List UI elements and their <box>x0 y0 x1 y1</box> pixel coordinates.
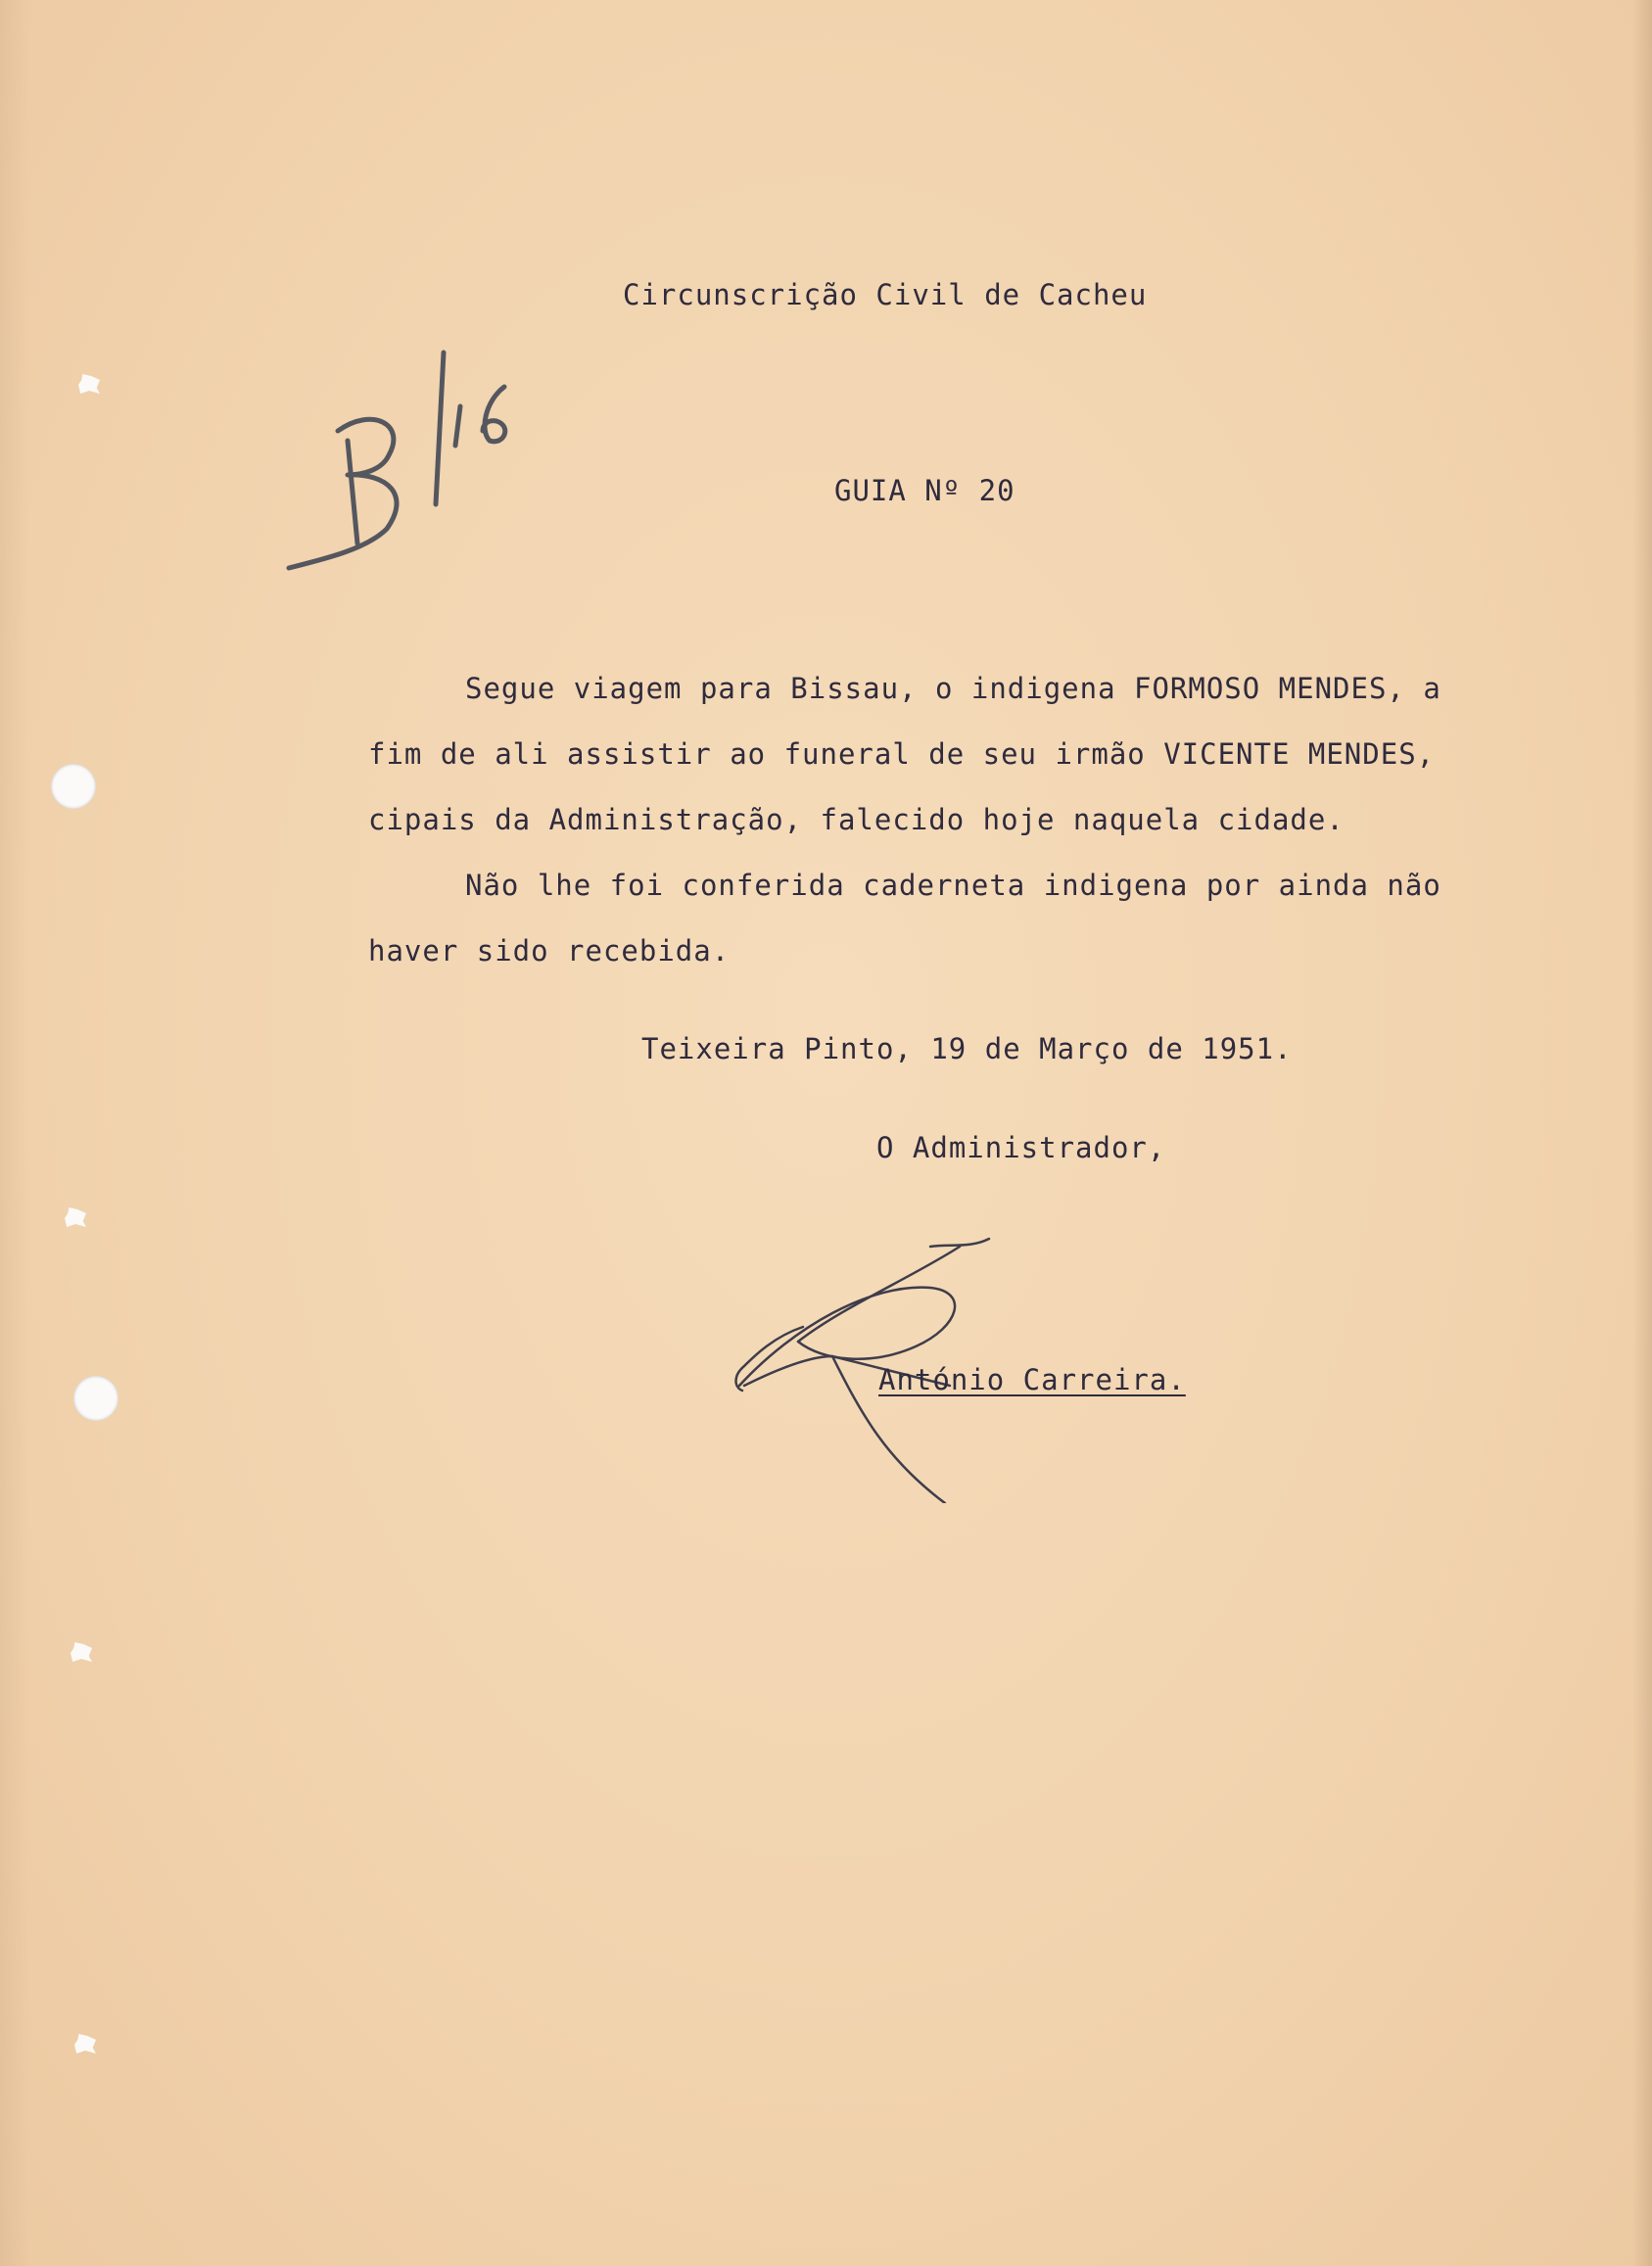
body-line-2: fim de ali assistir ao funeral de seu irmão VICENTE MENDES, <box>368 737 1436 771</box>
office-heading: Circunscrição Civil de Cacheu <box>623 278 1148 311</box>
page-edge-shadow <box>0 0 29 2266</box>
signature <box>725 1219 1018 1503</box>
signatory-name: António Carreira. <box>878 1363 1186 1396</box>
pin-tear <box>78 374 100 394</box>
binder-hole <box>73 1376 118 1421</box>
body-line-5: haver sido recebida. <box>368 934 731 968</box>
guide-number: GUIA Nº 20 <box>834 474 1015 507</box>
pin-tear <box>65 1207 86 1227</box>
place-date: Teixeira Pinto, 19 de Março de 1951. <box>641 1032 1293 1065</box>
signatory-role: O Administrador, <box>876 1131 1166 1164</box>
body-line-1: Segue viagem para Bissau, o indigena FORMOSO MENDES, a <box>465 672 1441 705</box>
body-line-4: Não lhe foi conferida caderneta indigena por ainda não <box>465 869 1441 902</box>
pin-tear <box>74 2034 96 2054</box>
pin-tear <box>71 1642 92 1662</box>
page-edge-shadow-right <box>1632 0 1652 2266</box>
archive-mark <box>279 348 534 578</box>
body-line-3: cipais da Administração, falecido hoje naquela cidade. <box>368 803 1345 836</box>
binder-hole <box>51 764 96 809</box>
